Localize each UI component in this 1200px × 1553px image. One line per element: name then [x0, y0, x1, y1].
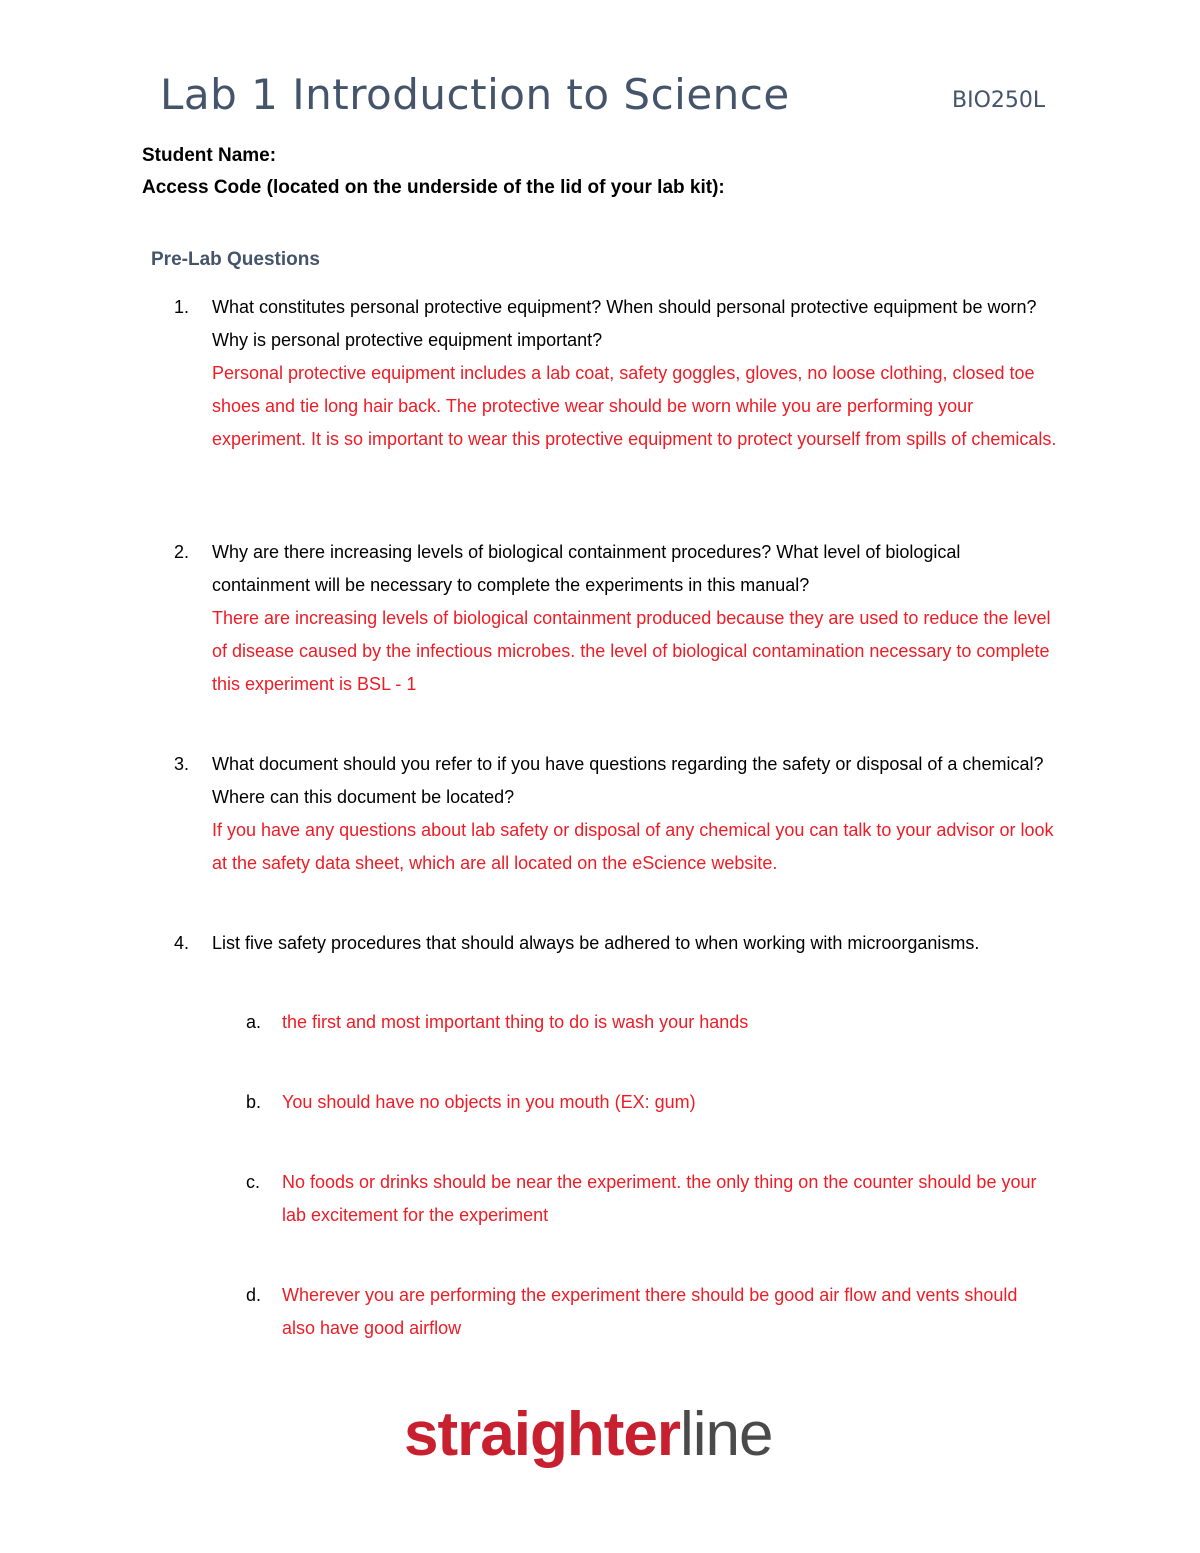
list-item — [246, 1086, 1046, 1119]
question-text: What document should you refer to if you have questions regarding the safety or disposal of a chemical? Where can this document be located? — [212, 754, 1044, 807]
question-number: 2. — [174, 542, 190, 562]
answer-text: the first and most important thing to do is wash your hands — [282, 1012, 749, 1032]
question-number: 4. — [174, 933, 190, 953]
question-text: Why are there increasing levels of biological containment procedures? What level of biological containment will be necessary to complete the experiments in this manual? — [212, 542, 961, 595]
question-3 — [142, 748, 1062, 880]
question-4 — [142, 927, 1062, 960]
question-number: 3. — [174, 754, 190, 774]
question-1 — [142, 291, 1062, 456]
list-item — [246, 1279, 1046, 1345]
list-item — [246, 1006, 1046, 1039]
logo-part-bold: straighter — [404, 1400, 680, 1469]
question-text: List five safety procedures that should always be adhered to when working with microorganisms. — [212, 933, 980, 953]
question-text: What constitutes personal protective equipment? When should personal protective equipment be worn? Why is personal protective equipment important? — [212, 297, 1037, 350]
answer-text: You should have no objects in you mouth (EX: gum) — [282, 1092, 696, 1112]
answer-text: Wherever you are performing the experiment there should be good air flow and vents should also have good airflow — [282, 1285, 1018, 1338]
question-2 — [142, 536, 1062, 701]
question-number: 1. — [174, 297, 190, 317]
page-title: Lab 1 Introduction to Science — [160, 70, 790, 119]
list-letter: b. — [246, 1092, 262, 1112]
access-code-label: Access Code (located on the underside of the lid of your lab kit): — [142, 177, 725, 198]
student-name-label: Student Name: — [142, 145, 277, 166]
list-letter: c. — [246, 1172, 261, 1192]
section-title: Pre-Lab Questions — [151, 249, 320, 270]
logo-part-light: line — [679, 1400, 773, 1469]
course-code: BIO250L — [952, 88, 1046, 113]
answer-text: No foods or drinks should be near the experiment. the only thing on the counter should be your lab excitement for the experiment — [282, 1172, 1037, 1225]
list-letter: d. — [246, 1285, 262, 1305]
answer-text: There are increasing levels of biological containment produced because they are used to reduce the level of disease caused by the infectious microbes. the level of biological contamination necessary to complete this experiment is BSL - 1 — [212, 608, 1051, 694]
straighterline-logo — [404, 1400, 773, 1469]
list-item — [246, 1166, 1046, 1232]
answer-text: If you have any questions about lab safety or disposal of any chemical you can talk to your advisor or look at the safety data sheet, which are all located on the eScience website. — [212, 820, 1054, 873]
list-letter: a. — [246, 1012, 262, 1032]
answer-text: Personal protective equipment includes a lab coat, safety goggles, gloves, no loose clothing, closed toe shoes and tie long hair back. The protective wear should be worn while you are performing your experiment. It is so important to wear this protective equipment to protect yourself from spills of chemicals. — [212, 363, 1057, 449]
